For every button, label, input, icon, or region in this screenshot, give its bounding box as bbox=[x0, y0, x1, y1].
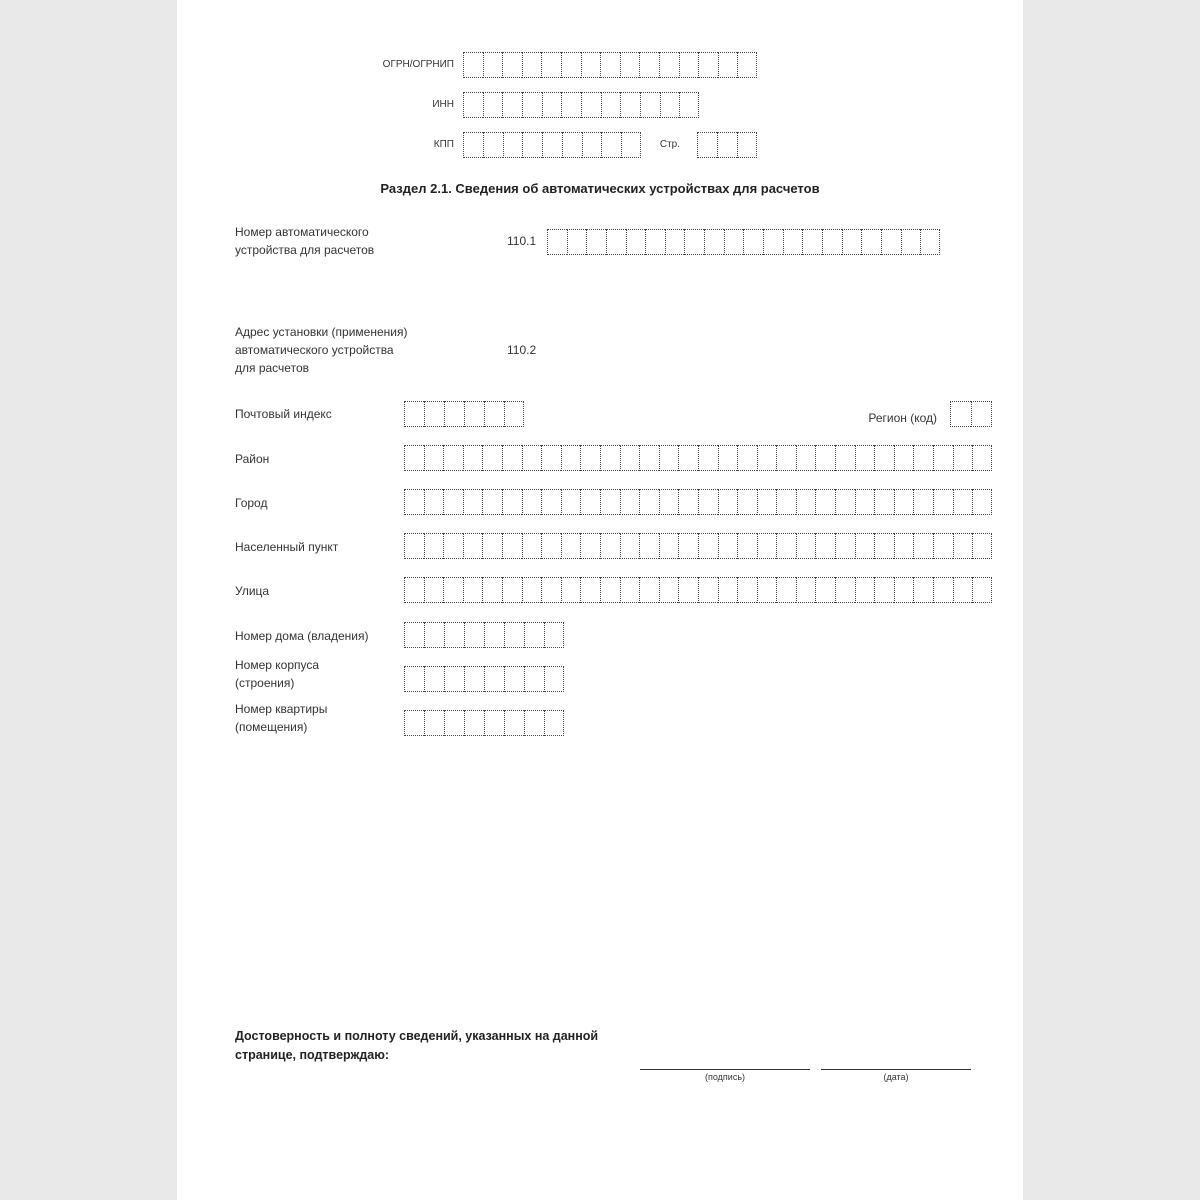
region-input[interactable] bbox=[950, 401, 992, 427]
input-cell[interactable] bbox=[645, 229, 665, 255]
city-label: Город bbox=[235, 496, 268, 510]
input-cell[interactable] bbox=[718, 52, 738, 78]
input-cell[interactable] bbox=[522, 445, 542, 471]
input-cell[interactable] bbox=[522, 577, 542, 603]
input-cell[interactable] bbox=[698, 445, 718, 471]
device-address-code: 110.2 bbox=[507, 343, 537, 357]
input-cell[interactable] bbox=[443, 577, 463, 603]
input-cell[interactable] bbox=[581, 92, 601, 118]
input-cell[interactable] bbox=[600, 445, 620, 471]
postal-index-label: Почтовый индекс bbox=[235, 407, 332, 421]
input-cell[interactable] bbox=[698, 489, 718, 515]
input-cell[interactable] bbox=[855, 577, 875, 603]
input-cell[interactable] bbox=[544, 622, 564, 648]
date-caption: (дата) bbox=[883, 1072, 909, 1082]
input-cell[interactable] bbox=[679, 92, 699, 118]
input-cell[interactable] bbox=[541, 489, 561, 515]
apartment-label: Номер квартиры (помещения) bbox=[235, 702, 328, 734]
input-cell[interactable] bbox=[424, 577, 444, 603]
input-cell[interactable] bbox=[698, 52, 718, 78]
input-cell[interactable] bbox=[953, 489, 973, 515]
house-input[interactable] bbox=[404, 622, 564, 648]
input-cell[interactable] bbox=[561, 533, 581, 559]
input-cell[interactable] bbox=[502, 533, 522, 559]
input-cell[interactable] bbox=[737, 132, 757, 158]
input-cell[interactable] bbox=[541, 577, 561, 603]
inn-label: ИНН bbox=[432, 99, 454, 110]
input-cell[interactable] bbox=[678, 489, 698, 515]
input-cell[interactable] bbox=[502, 577, 522, 603]
input-cell[interactable] bbox=[737, 52, 757, 78]
input-cell[interactable] bbox=[620, 489, 640, 515]
input-cell[interactable] bbox=[639, 445, 659, 471]
input-cell[interactable] bbox=[464, 710, 484, 736]
device-number-input[interactable] bbox=[547, 229, 940, 255]
input-cell[interactable] bbox=[737, 577, 757, 603]
input-cell[interactable] bbox=[600, 533, 620, 559]
input-cell[interactable] bbox=[783, 229, 803, 255]
house-label: Номер дома (владения) bbox=[235, 629, 369, 643]
ogrn-input[interactable] bbox=[463, 52, 757, 78]
input-cell[interactable] bbox=[567, 229, 587, 255]
input-cell[interactable] bbox=[757, 445, 777, 471]
section-title: Раздел 2.1. Сведения об автоматических устройствах для расчетов bbox=[380, 181, 820, 196]
input-cell[interactable] bbox=[580, 489, 600, 515]
input-cell[interactable] bbox=[404, 577, 424, 603]
district-label: Район bbox=[235, 452, 270, 466]
kpp-input[interactable] bbox=[463, 132, 641, 158]
input-cell[interactable] bbox=[835, 577, 855, 603]
input-cell[interactable] bbox=[621, 132, 641, 158]
input-cell[interactable] bbox=[743, 229, 763, 255]
input-cell[interactable] bbox=[404, 710, 424, 736]
device-address-label: Адрес установки (применения) автоматического устройства для расчетов bbox=[235, 325, 408, 375]
input-cell[interactable] bbox=[933, 533, 953, 559]
confirmation-text: Достоверность и полноту сведений, указанных на данной странице, подтверждаю: bbox=[235, 1029, 599, 1062]
input-cell[interactable] bbox=[561, 445, 581, 471]
device-number-code: 110.1 bbox=[507, 234, 537, 248]
input-cell[interactable] bbox=[855, 533, 875, 559]
input-cell[interactable] bbox=[620, 577, 640, 603]
input-cell[interactable] bbox=[874, 577, 894, 603]
input-cell[interactable] bbox=[586, 229, 606, 255]
input-cell[interactable] bbox=[933, 577, 953, 603]
input-cell[interactable] bbox=[606, 229, 626, 255]
input-cell[interactable] bbox=[698, 577, 718, 603]
input-cell[interactable] bbox=[815, 489, 835, 515]
input-cell[interactable] bbox=[502, 52, 522, 78]
input-cell[interactable] bbox=[601, 92, 621, 118]
input-cell[interactable] bbox=[484, 622, 504, 648]
input-cell[interactable] bbox=[913, 445, 933, 471]
input-cell[interactable] bbox=[757, 489, 777, 515]
input-cell[interactable] bbox=[581, 52, 601, 78]
input-cell[interactable] bbox=[424, 401, 444, 427]
form-page bbox=[177, 0, 1023, 1200]
input-cell[interactable] bbox=[561, 92, 581, 118]
input-cell[interactable] bbox=[542, 132, 562, 158]
input-cell[interactable] bbox=[718, 577, 738, 603]
input-cell[interactable] bbox=[697, 132, 717, 158]
input-cell[interactable] bbox=[972, 489, 992, 515]
input-cell[interactable] bbox=[913, 489, 933, 515]
input-cell[interactable] bbox=[580, 577, 600, 603]
input-cell[interactable] bbox=[547, 229, 567, 255]
input-cell[interactable] bbox=[724, 229, 744, 255]
input-cell[interactable] bbox=[541, 52, 561, 78]
input-cell[interactable] bbox=[894, 533, 914, 559]
input-cell[interactable] bbox=[522, 533, 542, 559]
input-cell[interactable] bbox=[424, 533, 444, 559]
input-cell[interactable] bbox=[776, 445, 796, 471]
input-cell[interactable] bbox=[678, 445, 698, 471]
input-cell[interactable] bbox=[861, 229, 881, 255]
input-cell[interactable] bbox=[894, 445, 914, 471]
input-cell[interactable] bbox=[524, 622, 544, 648]
street-input[interactable] bbox=[404, 577, 992, 603]
input-cell[interactable] bbox=[524, 710, 544, 736]
input-cell[interactable] bbox=[659, 445, 679, 471]
input-cell[interactable] bbox=[524, 666, 544, 692]
input-cell[interactable] bbox=[776, 533, 796, 559]
input-cell[interactable] bbox=[704, 229, 724, 255]
region-label: Регион (код) bbox=[868, 411, 937, 425]
input-cell[interactable] bbox=[580, 533, 600, 559]
ogrn-label: ОГРН/ОГРНИП bbox=[382, 59, 454, 70]
input-cell[interactable] bbox=[763, 229, 783, 255]
input-cell[interactable] bbox=[463, 132, 483, 158]
input-cell[interactable] bbox=[444, 710, 464, 736]
input-cell[interactable] bbox=[600, 52, 620, 78]
input-cell[interactable] bbox=[463, 445, 483, 471]
input-cell[interactable] bbox=[972, 577, 992, 603]
locality-input[interactable] bbox=[404, 533, 992, 559]
input-cell[interactable] bbox=[504, 622, 524, 648]
input-cell[interactable] bbox=[678, 533, 698, 559]
input-cell[interactable] bbox=[901, 229, 921, 255]
input-cell[interactable] bbox=[600, 577, 620, 603]
input-cell[interactable] bbox=[874, 533, 894, 559]
input-cell[interactable] bbox=[796, 489, 816, 515]
input-cell[interactable] bbox=[482, 533, 502, 559]
input-cell[interactable] bbox=[660, 92, 680, 118]
input-cell[interactable] bbox=[950, 401, 971, 427]
input-cell[interactable] bbox=[582, 132, 602, 158]
input-cell[interactable] bbox=[874, 489, 894, 515]
input-cell[interactable] bbox=[600, 489, 620, 515]
input-cell[interactable] bbox=[659, 577, 679, 603]
input-cell[interactable] bbox=[971, 401, 992, 427]
input-cell[interactable] bbox=[881, 229, 901, 255]
input-cell[interactable] bbox=[620, 52, 640, 78]
input-cell[interactable] bbox=[404, 622, 424, 648]
input-cell[interactable] bbox=[404, 401, 424, 427]
input-cell[interactable] bbox=[424, 622, 444, 648]
input-cell[interactable] bbox=[639, 533, 659, 559]
input-cell[interactable] bbox=[678, 577, 698, 603]
input-cell[interactable] bbox=[659, 533, 679, 559]
input-cell[interactable] bbox=[404, 666, 424, 692]
input-cell[interactable] bbox=[503, 132, 523, 158]
postal-index-input[interactable] bbox=[404, 401, 524, 427]
input-cell[interactable] bbox=[424, 666, 444, 692]
street-label: Улица bbox=[235, 584, 270, 598]
input-cell[interactable] bbox=[482, 445, 502, 471]
input-cell[interactable] bbox=[484, 710, 504, 736]
input-cell[interactable] bbox=[737, 445, 757, 471]
input-cell[interactable] bbox=[463, 92, 483, 118]
apartment-input[interactable] bbox=[404, 710, 564, 736]
input-cell[interactable] bbox=[620, 445, 640, 471]
input-cell[interactable] bbox=[504, 401, 524, 427]
city-input[interactable] bbox=[404, 489, 992, 515]
input-cell[interactable] bbox=[502, 92, 522, 118]
input-cell[interactable] bbox=[463, 577, 483, 603]
input-cell[interactable] bbox=[502, 445, 522, 471]
input-cell[interactable] bbox=[482, 577, 502, 603]
input-cell[interactable] bbox=[541, 445, 561, 471]
input-cell[interactable] bbox=[815, 445, 835, 471]
input-cell[interactable] bbox=[659, 52, 679, 78]
input-cell[interactable] bbox=[894, 577, 914, 603]
input-cell[interactable] bbox=[972, 533, 992, 559]
inn-input[interactable] bbox=[463, 92, 699, 118]
input-cell[interactable] bbox=[463, 52, 483, 78]
input-cell[interactable] bbox=[542, 92, 562, 118]
input-cell[interactable] bbox=[601, 132, 621, 158]
input-cell[interactable] bbox=[796, 577, 816, 603]
input-cell[interactable] bbox=[737, 533, 757, 559]
input-cell[interactable] bbox=[684, 229, 704, 255]
input-cell[interactable] bbox=[444, 401, 464, 427]
input-cell[interactable] bbox=[953, 577, 973, 603]
input-cell[interactable] bbox=[443, 445, 463, 471]
building-label: Номер корпуса (строения) bbox=[235, 658, 320, 690]
input-cell[interactable] bbox=[464, 401, 484, 427]
input-cell[interactable] bbox=[659, 489, 679, 515]
input-cell[interactable] bbox=[776, 577, 796, 603]
input-cell[interactable] bbox=[504, 666, 524, 692]
input-cell[interactable] bbox=[757, 577, 777, 603]
input-cell[interactable] bbox=[544, 666, 564, 692]
input-cell[interactable] bbox=[639, 489, 659, 515]
input-cell[interactable] bbox=[424, 710, 444, 736]
input-cell[interactable] bbox=[522, 92, 542, 118]
input-cell[interactable] bbox=[855, 445, 875, 471]
input-cell[interactable] bbox=[463, 489, 483, 515]
input-cell[interactable] bbox=[444, 622, 464, 648]
page-number-label: Стр. bbox=[659, 139, 680, 150]
input-cell[interactable] bbox=[424, 489, 444, 515]
input-cell[interactable] bbox=[776, 489, 796, 515]
input-cell[interactable] bbox=[639, 52, 659, 78]
input-cell[interactable] bbox=[874, 445, 894, 471]
input-cell[interactable] bbox=[404, 489, 424, 515]
input-cell[interactable] bbox=[717, 132, 737, 158]
input-cell[interactable] bbox=[484, 401, 504, 427]
input-cell[interactable] bbox=[698, 533, 718, 559]
input-cell[interactable] bbox=[504, 710, 524, 736]
input-cell[interactable] bbox=[679, 52, 699, 78]
input-cell[interactable] bbox=[483, 92, 503, 118]
input-cell[interactable] bbox=[718, 445, 738, 471]
input-cell[interactable] bbox=[443, 489, 463, 515]
input-cell[interactable] bbox=[815, 533, 835, 559]
input-cell[interactable] bbox=[580, 445, 600, 471]
input-cell[interactable] bbox=[835, 445, 855, 471]
input-cell[interactable] bbox=[953, 533, 973, 559]
date-line[interactable] bbox=[821, 1069, 971, 1070]
input-cell[interactable] bbox=[972, 445, 992, 471]
input-cell[interactable] bbox=[822, 229, 842, 255]
input-cell[interactable] bbox=[802, 229, 822, 255]
input-cell[interactable] bbox=[522, 132, 542, 158]
input-cell[interactable] bbox=[913, 533, 933, 559]
input-cell[interactable] bbox=[464, 622, 484, 648]
input-cell[interactable] bbox=[620, 533, 640, 559]
input-cell[interactable] bbox=[620, 92, 640, 118]
input-cell[interactable] bbox=[953, 445, 973, 471]
input-cell[interactable] bbox=[639, 577, 659, 603]
input-cell[interactable] bbox=[737, 489, 757, 515]
input-cell[interactable] bbox=[665, 229, 685, 255]
input-cell[interactable] bbox=[640, 92, 660, 118]
locality-label: Населенный пункт bbox=[235, 540, 339, 554]
input-cell[interactable] bbox=[842, 229, 862, 255]
input-cell[interactable] bbox=[404, 445, 424, 471]
input-cell[interactable] bbox=[502, 489, 522, 515]
input-cell[interactable] bbox=[482, 489, 502, 515]
input-cell[interactable] bbox=[561, 52, 581, 78]
input-cell[interactable] bbox=[718, 489, 738, 515]
district-input[interactable] bbox=[404, 445, 992, 471]
input-cell[interactable] bbox=[796, 445, 816, 471]
input-cell[interactable] bbox=[933, 445, 953, 471]
input-cell[interactable] bbox=[561, 577, 581, 603]
kpp-label: КПП bbox=[433, 139, 454, 150]
input-cell[interactable] bbox=[718, 533, 738, 559]
input-cell[interactable] bbox=[561, 489, 581, 515]
input-cell[interactable] bbox=[855, 489, 875, 515]
input-cell[interactable] bbox=[522, 489, 542, 515]
input-cell[interactable] bbox=[835, 489, 855, 515]
input-cell[interactable] bbox=[933, 489, 953, 515]
input-cell[interactable] bbox=[522, 52, 542, 78]
input-cell[interactable] bbox=[444, 666, 464, 692]
input-cell[interactable] bbox=[835, 533, 855, 559]
input-cell[interactable] bbox=[757, 533, 777, 559]
input-cell[interactable] bbox=[464, 666, 484, 692]
input-cell[interactable] bbox=[913, 577, 933, 603]
input-cell[interactable] bbox=[544, 710, 564, 736]
input-cell[interactable] bbox=[424, 445, 444, 471]
input-cell[interactable] bbox=[796, 533, 816, 559]
input-cell[interactable] bbox=[541, 533, 561, 559]
input-cell[interactable] bbox=[815, 577, 835, 603]
device-number-label: Номер автоматического устройства для расчетов bbox=[235, 225, 375, 257]
input-cell[interactable] bbox=[920, 229, 940, 255]
input-cell[interactable] bbox=[463, 533, 483, 559]
input-cell[interactable] bbox=[894, 489, 914, 515]
input-cell[interactable] bbox=[484, 666, 504, 692]
input-cell[interactable] bbox=[483, 132, 503, 158]
input-cell[interactable] bbox=[404, 533, 424, 559]
input-cell[interactable] bbox=[443, 533, 463, 559]
signature-line[interactable] bbox=[640, 1069, 810, 1070]
signature-caption: (подпись) bbox=[704, 1072, 746, 1082]
building-input[interactable] bbox=[404, 666, 564, 692]
input-cell[interactable] bbox=[562, 132, 582, 158]
page-number-input[interactable] bbox=[697, 132, 757, 158]
input-cell[interactable] bbox=[626, 229, 646, 255]
input-cell[interactable] bbox=[483, 52, 503, 78]
